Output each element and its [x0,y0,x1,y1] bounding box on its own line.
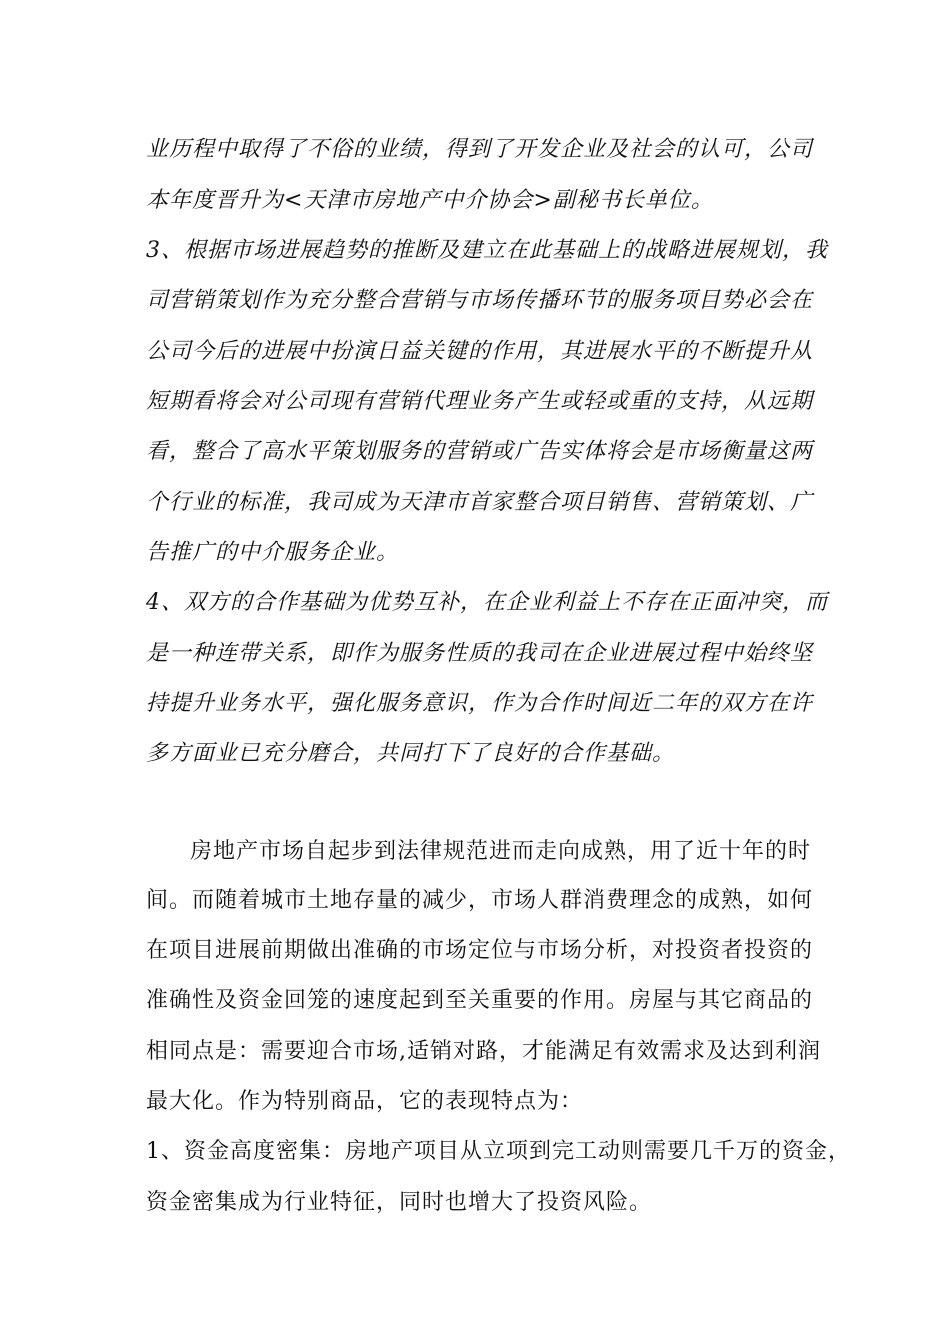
paragraph-line: 是一种连带关系，即作为服务性质的我司在企业进展过程中始终坚 [146,641,814,666]
paragraph-line: 持提升业务水平，强化服务意识，作为合作时间近二年的双方在许 [146,691,814,716]
paragraph-line: 告推广的中介服务企业。 [146,540,400,565]
paragraph-line: 个行业的标准，我司成为天津市首家整合项目销售、营销策划、广 [146,490,814,515]
paragraph-line: 间。而随着城市土地存量的减少，市场人群消费理念的成熟，如何 [146,888,814,913]
paragraph-line: 在项目进展前期做出准确的市场定位与市场分析，对投资者投资的 [146,938,814,963]
paragraph-line: 最大化。作为特别商品，它的表现特点为： [146,1089,584,1114]
paragraph-line: 本年度晋升为<天津市房地产中介协会>副秘书长单位。 [146,188,714,213]
paragraph-line: 准确性及资金回笼的速度起到至关重要的作用。房屋与其它商品的 [146,988,814,1013]
paragraph-line: 公司今后的进展中扮演日益关键的作用，其进展水平的不断提升从 [146,339,814,364]
paragraph-line: 相同点是：需要迎合市场,适销对路，才能满足有效需求及达到利润 [146,1039,821,1064]
paragraph-line: 1、资金高度密集：房地产项目从立项到完工动则需要几千万的资金， [146,1139,851,1164]
paragraph-line: 3、根据市场进展趋势的推断及建立在此基础上的战略进展规划，我 [146,238,828,263]
paragraph-line: 4、双方的合作基础为优势互补，在企业利益上不存在正面冲突，而 [146,590,828,615]
paragraph-line: 司营销策划作为充分整合营销与市场传播环节的服务项目势必会在 [146,288,814,313]
paragraph-line: 房地产市场自起步到法律规范进而走向成熟，用了近十年的时 [190,839,812,864]
paragraph-line: 多方面业已充分磨合，共同打下了良好的合作基础。 [146,741,676,766]
paragraph-line: 看，整合了高水平策划服务的营销或广告实体将会是市场衡量这两 [146,439,814,464]
paragraph-line: 短期看将会对公司现有营销代理业务产生或轻或重的支持，从远期 [146,389,814,414]
paragraph-line: 资金密集成为行业特征，同时也增大了投资风险。 [146,1190,653,1215]
paragraph-line: 业历程中取得了不俗的业绩，得到了开发企业及社会的认可，公司 [146,137,814,162]
